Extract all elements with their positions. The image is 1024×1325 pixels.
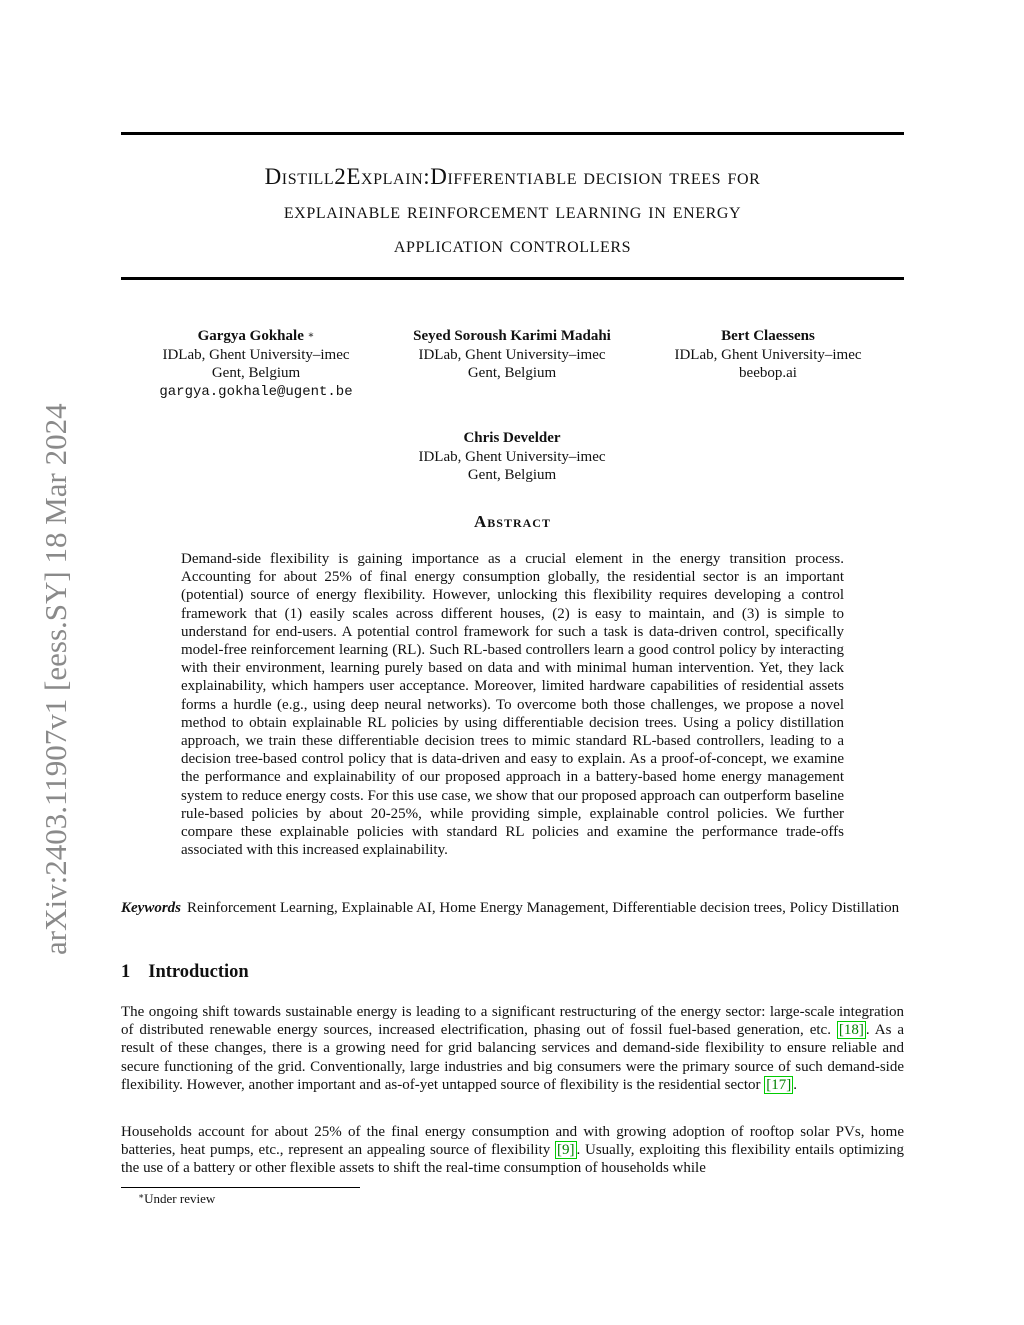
title-line-1: Distill2Explain:Differentiable decision trees for xyxy=(264,164,761,189)
author-location: Gent, Belgium xyxy=(211,365,301,381)
author-name: Chris Develder xyxy=(463,430,561,446)
section-title: Introduction xyxy=(148,962,249,982)
author-affiliation: IDLab, Ghent University–imec xyxy=(418,448,606,465)
author-location: beebop.ai xyxy=(739,365,797,381)
intro-paragraph-2: Households account for about 25% of the final energy consumption and with growing adoption of rooftop solar PVs, home batteries, heat pumps, etc., represent an appealing source of flexibility [9] . Usually, exploiting this flexibility entails optimizing the use of a battery or other flexible assets to shift the real-time consumption of households while xyxy=(121,1124,905,1177)
section-heading-introduction xyxy=(121,962,249,983)
author-block-4 xyxy=(382,429,642,485)
keywords-label: Keywords xyxy=(121,900,181,916)
footnote-mark: ∗ xyxy=(138,1191,145,1201)
abstract-heading: Abstract xyxy=(474,512,551,531)
author-block-2 xyxy=(382,327,642,383)
title-line-2: explainable reinforcement learning in energy xyxy=(283,198,742,223)
title-rule-top xyxy=(121,132,904,135)
author-block-3 xyxy=(638,327,898,383)
author-block-1 xyxy=(126,327,386,401)
author-location: Gent, Belgium xyxy=(467,365,557,381)
keywords xyxy=(121,899,904,917)
author-affiliation: IDLab, Ghent University–imec xyxy=(674,346,862,363)
arxiv-stamp: arXiv:2403.11907v1 [eess.SY] 18 Mar 2024 xyxy=(38,403,73,955)
author-name: Seyed Soroush Karimi Madahi xyxy=(413,328,611,344)
author-affiliation: IDLab, Ghent University–imec xyxy=(162,346,350,363)
author-footnote-mark: ∗ xyxy=(307,330,315,341)
author-location: Gent, Belgium xyxy=(467,467,557,483)
author-affiliation: IDLab, Ghent University–imec xyxy=(418,346,606,363)
abstract-text: Demand-side flexibility is gaining importance as a crucial element in the energy transition process. Accounting for about 25% of final energy consumption globally, the residential sector is an important (potential) source of energy flexibility. However, unlocking this flexibility requires developing a control framework that (1) easily scales across different houses, (2) is easy to maintain, and (3) is simple to understand for end-users. A potential control framework for such a task is data-driven control, specifically model-free reinforcement learning (RL). Such RL-based controllers learn a good control policy by interacting with their environment, learning purely based on data and with minimal human intervention. Yet, they lack explainability, which hampers user acceptance. Moreover, limited hardware capabilities of residential assets forms a hurdle (e.g., using deep neural networks). To overcome both those challenges, we propose a novel method to obtain explainable RL policies by using differentiable decision trees. Using a policy distillation approach, we train these differentiable decision trees to mimic standard RL-based controllers, leading to a decision tree-based control policy that is data-driven and easy to explain. As a proof-of-concept, we examine the performance and explainability of our proposed approach in a battery-based home energy management system to reduce energy costs. For this use case, we show that our proposed approach can outperform baseline rule-based policies by about 20-25%, while providing simple, explainable control policies. We further compare these explainable policies with standard RL policies and examine the performance trade-offs associated with this increased explainability. xyxy=(181,551,844,859)
author-name: Gargya Gokhale ∗ xyxy=(197,328,315,344)
citation-link[interactable]: [17] xyxy=(766,1076,792,1093)
section-number: 1 xyxy=(121,962,131,982)
paper-title xyxy=(121,160,904,262)
intro-paragraph-1: The ongoing shift towards sustainable energy is leading to a significant restructuring of the energy sector: large-scale integration of distributed renewable energy sources, increased electrification, phasing out of fossil fuel-based generation, etc. [18] . As a result of these changes, there is a growing need for grid balancing services and demand-side flexibility to ensure reliable and secure functioning of the grid. Conventionally, large industries and big consumers were the primary source of such demand-side flexibility. However, another important and as-of-yet untapped source of flexibility is the residential sector [17] . xyxy=(121,1004,905,1093)
author-name: Bert Claessens xyxy=(721,328,815,344)
title-rule-bottom xyxy=(121,277,904,280)
citation-link[interactable]: [18] xyxy=(838,1022,864,1039)
footnote-rule xyxy=(121,1187,360,1188)
citation-link[interactable]: [9] xyxy=(557,1142,575,1159)
author-email[interactable]: gargya.gokhale@ugent.be xyxy=(159,383,353,400)
title-line-3: application controllers xyxy=(393,232,632,257)
footnote xyxy=(138,1191,215,1207)
footnote-text: Under review xyxy=(144,1191,216,1206)
keywords-text: Reinforcement Learning, Explainable AI, Home Energy Management, Differentiable decision trees, Policy Distillation xyxy=(187,900,900,916)
